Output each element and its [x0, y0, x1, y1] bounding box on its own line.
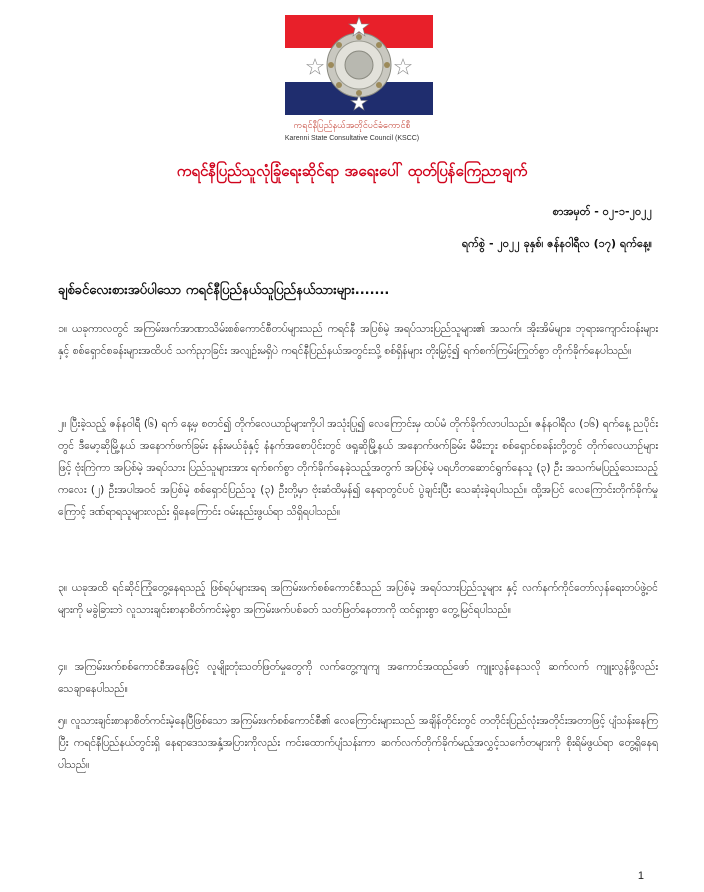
paragraph-4: ၄။ အကြမ်းဖက်စစ်ကောင်စီအနေဖြင့် လူမျိုးတုံးသတ်ဖြတ်မှုတွေကို လက်တွေ့ကျကျ အကောင်အထည်ဖော် ကျူးလွန်နေသလို ဆက်လက် ကျူးလွန်ဖို့လည်း သေချာနေပါသည်။	[58, 661, 658, 695]
document-date: ရက်စွဲ - ၂၀၂၂ ခုနှစ်၊ ဇန်နဝါရီလ (၁၇) ရက်နေ့။	[461, 237, 652, 250]
kscc-flag-logo	[285, 15, 433, 115]
org-name-myanmar: ကရင်နီပြည်နယ်အတိုင်ပင်ခံကောင်စီ	[293, 121, 411, 131]
org-name-english: Karenni State Consultative Council (KSCC)	[284, 135, 420, 142]
paragraph-2: ၂။ ပြီးခဲ့သည့် ဇန်နဝါရီ (၆) ရက် နေ့မှ စတင်၍ တိုက်လေယာဉ်များကိုပါ အသုံးပြု၍ လေကြောင်းမှ ထပ်မံ တိုက်ခိုက်လာပါသည်။ ဇန်နဝါရီလ (၁၆) ရက်နေ့ ညပိုင်းတွင် ဒီမော့ဆိုမြို့နယ် အနောက်ဖက်ခြမ်း နန်းမယ်ခုံနှင့် နံနက်အစောပိုင်းတွင် ဖရူဆိုမြို့နယ် အနောက်ဖက်ခြမ်း မီမိးဘူး စစ်ရှောင်စခန်းတို့တွင် တိုက်လေယာဉ်များဖြင့် ဗုံးကြဲကာ အပြစ်မဲ့ အရပ်သား ပြည်သူများအား ရက်စက်စွာ တိုက်ခိုက်နေခဲ့သည့်အတွက် အပြစ်မဲ့ ပရဟိတဆောင်ရွက်နေသူ (၃) ဦး အသက်မပြည့်သေးသည့် ကလေး (၂) ဦးအပါအဝင် အပြစ်မဲ့ စစ်ရှောင်ပြည်သူ (၃) ဦးတို့မှာ ဗုံးဆံထိမှန်၍ နေရာတွင်ပင် ပွဲချင်းပြီး သေဆုံးခဲ့ရပါသည်။ ထို့အပြင် လေကြောင်းတိုက်ခိုက်မှုကြောင့် ဒဏ်ရာရသူများလည်း ရှိနေကြောင်း ဝမ်းနည်းဖွယ်ရာ သိရှိရပါသည်။	[58, 418, 658, 518]
paragraph-5: ၅။ လူသားချင်းစာနာစိတ်ကင်းမဲ့နေပြီဖြစ်သော အကြမ်းဖက်စစ်ကောင်စီ၏ လေကြောင်းများသည် အချိန်တိုင်းတွင် တတိုင်းပြည်လုံးအတိုင်းအတာဖြင့် ပျံသန်းနေကြပြီး ကရင်နီပြည်နယ်တွင်းရှိ နေရာဒေသအနှံ့အပြားကိုလည်း ကင်းထောက်ပျံသန်းကာ ဆက်လက်တိုက်ခိုက်မည့်အလွှင့်သင်္ကေတများကို စိုးရိမ်ဖွယ်ရာ တွေ့ရှိနေရပါသည်။	[58, 715, 658, 771]
flag-icon	[285, 15, 433, 115]
reference-number: စာအမှတ် - ၀၂-၁-၂၀၂၂	[552, 205, 652, 218]
page-number: 1	[637, 870, 644, 882]
paragraph-1: ၁။ ယခုကာလတွင် အကြမ်းဖက်အာဏာသိမ်းစစ်ကောင်စီတပ်များသည် ကရင်နီ အပြစ်မဲ့ အရပ်သားပြည်သူများ၏ အသက်၊ အိုးအိမ်များ၊ ဘုရားကျောင်းဝန်းများ နှင့် စစ်ရှောင်စခန်းများအထိပင် သက်ညှာခြင်း အလျဉ်းမရှိပဲ ကရင်နီပြည်နယ်အတွင်းသို့ စစ်ရှိန်များ တိုးမြှင့်၍ ရက်စက်ကြမ်းကြုတ်စွာ တိုက်ခိုက်နေပါသည်။	[58, 323, 658, 357]
paragraph-3: ၃။ ယခုအထိ ရင်ဆိုင်ကြုံတွေ့နေရသည့် ဖြစ်ရပ်များအရ အကြမ်းဖက်စစ်ကောင်စီသည် အပြစ်မဲ့ အရပ်သားပြည်သူများ နှင့် လက်နက်ကိုင်တော်လှန်ရေးတပ်ဖွဲ့ဝင်များကို မခွဲခြားဘဲ လူသားချင်းစာနာစိတ်ကင်းမဲ့စွာ အကြမ်းဖက်ပစ်ခတ် သတ်ဖြတ်နေတာကို ထင်ရှားစွာ တွေ့မြင်ရပါသည်။	[58, 582, 658, 616]
document-title: ကရင်နီပြည်သူလုံခြုံရေးဆိုင်ရာ အရေးပေါ် ထုတ်ပြန်ကြေညာချက်	[176, 162, 528, 180]
salutation: ချစ်ခင်လေးစားအပ်ပါသော ကရင်နီပြည်နယ်သူပြည်နယ်သားများ.......	[58, 283, 390, 298]
